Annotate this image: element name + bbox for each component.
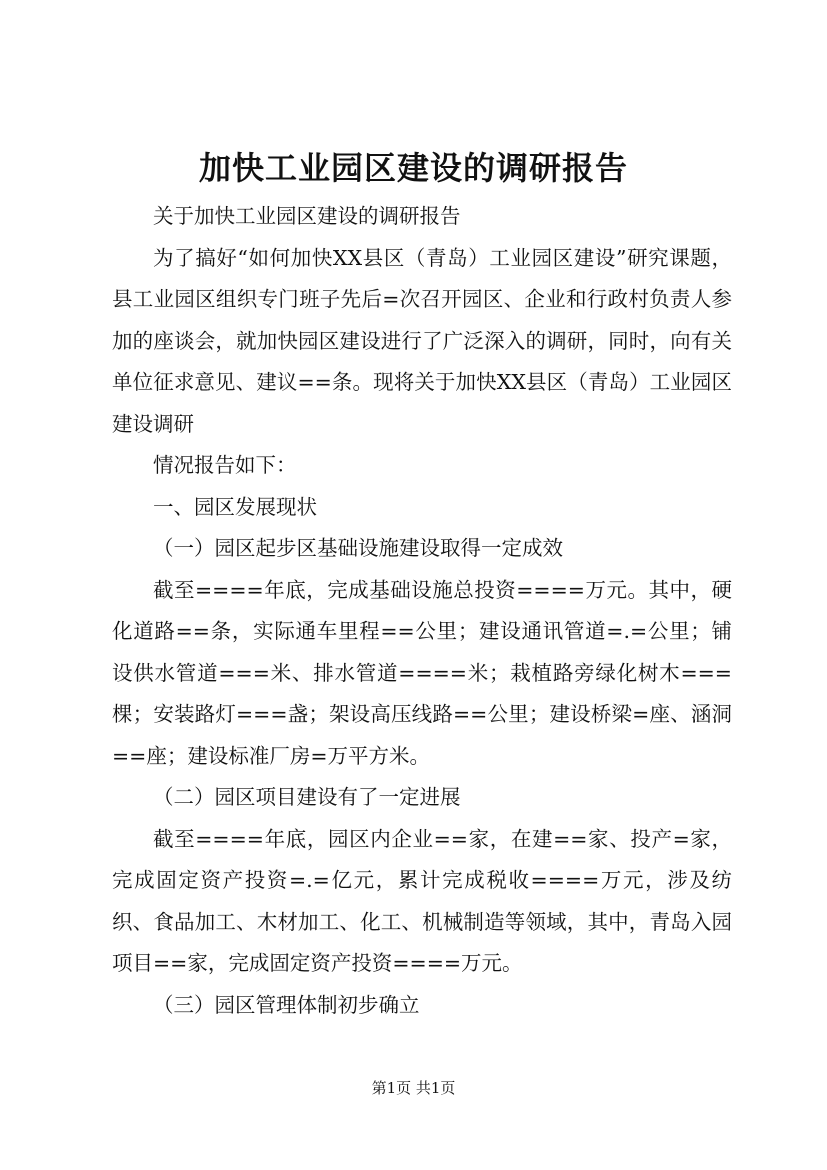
- page-footer: 第1页 共1页: [371, 1079, 456, 1097]
- subsection-heading-3: （三）园区管理体制初步确立: [153, 992, 420, 1017]
- paragraph-infrastructure: 截至====年底，完成基础设施总投资====万元。其中，硬化道路==条，实际通车里程==公里；建设通讯管道=.=公里；铺设供水管道===米、排水管道====米；栽植路旁绿化树木===棵；安装路灯===盏；架设高压线路==公里；建设桥梁=座、涵洞==座；建设标准厂房=万平方米。: [112, 577, 732, 768]
- subsection-heading-2: （二）园区项目建设有了一定进展: [153, 785, 461, 809]
- paragraph-intro: 为了搞好“如何加快XX县区（青岛）工业园区建设”研究课题，县工业园区组织专门班子先后=次召开园区、企业和行政村负责人参加的座谈会，就加快园区建设进行了广泛深入的调研，同时，向有关单位征求意见、建议==条。现将关于加快XX县区（青岛）工业园区建设调研: [112, 245, 732, 436]
- paragraph-subtitle: 关于加快工业园区建设的调研报告: [153, 204, 461, 228]
- paragraph-projects: 截至====年底，园区内企业==家，在建==家、投产=家，完成固定资产投资=.=亿元，累计完成税收====万元，涉及纺织、食品加工、木材加工、化工、机械制造等领域，其中，青岛入园项目==家，完成固定资产投资====万元。: [112, 826, 732, 975]
- paragraph-intro-continued: 情况报告如下：: [153, 453, 297, 477]
- section-heading-1: 一、园区发展现状: [153, 494, 317, 519]
- document-title: 加快工业园区建设的调研报告: [198, 149, 628, 187]
- subsection-heading-1: （一）园区起步区基础设施建设取得一定成效: [153, 536, 563, 560]
- document-body: [112, 196, 732, 1026]
